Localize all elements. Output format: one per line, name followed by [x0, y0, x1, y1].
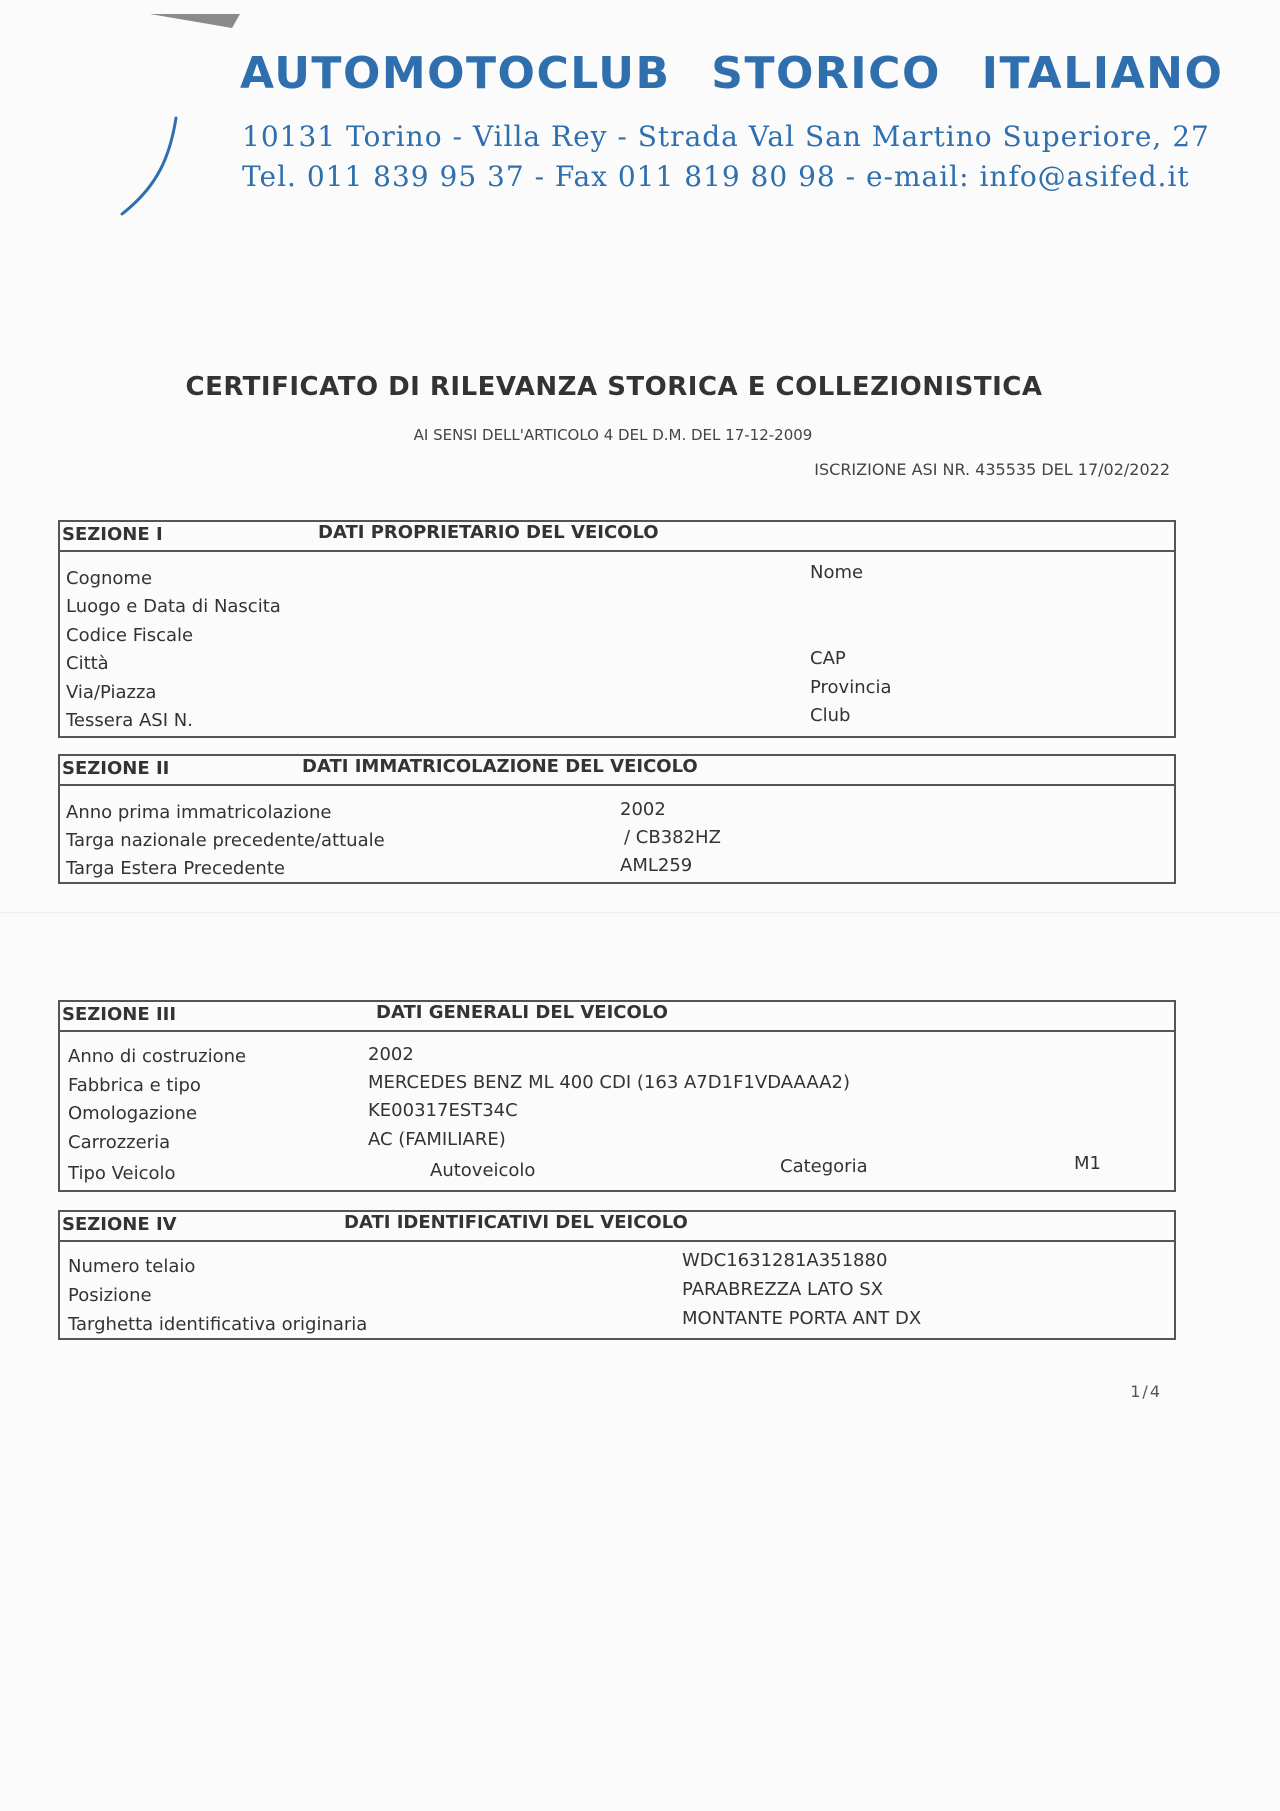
value-targa-estera: AML259 — [620, 855, 693, 876]
section-title: DATI GENERALI DEL VEICOLO — [376, 1002, 668, 1023]
label-anno-immatricolazione: Anno prima immatricolazione — [66, 802, 332, 823]
value-carrozzeria: AC (FAMILIARE) — [368, 1129, 506, 1150]
fold-line — [0, 912, 1280, 913]
label-targa-estera: Targa Estera Precedente — [66, 858, 285, 879]
value-fabbrica-tipo: MERCEDES BENZ ML 400 CDI (163 A7D1F1VDAAAA2) — [368, 1072, 850, 1093]
label-via-piazza: Via/Piazza — [66, 682, 157, 703]
label-luogo-data-nascita: Luogo e Data di Nascita — [66, 596, 281, 617]
section-identification — [58, 1210, 1176, 1340]
org-contacts: Tel. 011 839 95 37 - Fax 011 819 80 98 - e-mail: info@asifed.it — [242, 160, 1190, 193]
registration-number: ISCRIZIONE ASI NR. 435535 DEL 17/02/2022 — [814, 460, 1170, 479]
label-tessera: Tessera ASI N. — [66, 710, 193, 731]
label-tipo-veicolo: Tipo Veicolo — [68, 1163, 176, 1184]
label-numero-telaio: Numero telaio — [68, 1256, 196, 1277]
label-codice-fiscale: Codice Fiscale — [66, 625, 194, 646]
certificate-subtitle: AI SENSI DELL'ARTICOLO 4 DEL D.M. DEL 17-12-2009 — [413, 426, 813, 444]
section-title: DATI IMMATRICOLAZIONE DEL VEICOLO — [302, 756, 698, 777]
value-tipo-veicolo: Autoveicolo — [430, 1160, 536, 1181]
section-title: DATI PROPRIETARIO DEL VEICOLO — [318, 522, 659, 543]
value-categoria: M1 — [1074, 1153, 1101, 1174]
section-number: SEZIONE IV — [62, 1214, 177, 1235]
label-cap: CAP — [810, 648, 846, 669]
org-address: 10131 Torino - Villa Rey - Strada Val San Martino Superiore, 27 — [242, 120, 1210, 153]
label-fabbrica-tipo: Fabbrica e tipo — [68, 1075, 201, 1096]
section-title: DATI IDENTIFICATIVI DEL VEICOLO — [344, 1212, 688, 1233]
section-number: SEZIONE III — [62, 1004, 177, 1025]
asi-logo-stroke-icon — [118, 116, 188, 216]
label-anno-costruzione: Anno di costruzione — [68, 1046, 247, 1067]
label-club: Club — [810, 705, 851, 726]
label-carrozzeria: Carrozzeria — [68, 1132, 171, 1153]
label-omologazione: Omologazione — [68, 1103, 198, 1124]
value-targa-nazionale: / CB382HZ — [624, 827, 721, 848]
section-header — [60, 1212, 1174, 1242]
certificate-title: CERTIFICATO DI RILEVANZA STORICA E COLLEZIONISTICA — [185, 372, 1043, 402]
section-header — [60, 522, 1174, 552]
label-categoria: Categoria — [780, 1156, 868, 1177]
value-targhetta: MONTANTE PORTA ANT DX — [682, 1308, 922, 1329]
label-provincia: Provincia — [810, 677, 892, 698]
section-number: SEZIONE II — [62, 758, 170, 779]
section-general — [58, 1000, 1176, 1192]
org-name: AUTOMOTOCLUB STORICO ITALIANO — [240, 48, 1224, 99]
value-anno-costruzione: 2002 — [368, 1044, 414, 1065]
section-owner — [58, 520, 1176, 738]
label-targa-nazionale: Targa nazionale precedente/attuale — [66, 830, 385, 851]
page-number: 1/4 — [1130, 1382, 1162, 1401]
label-cognome: Cognome — [66, 568, 153, 589]
label-nome: Nome — [810, 562, 864, 583]
section-number: SEZIONE I — [62, 524, 163, 545]
section-header — [60, 756, 1174, 786]
label-posizione: Posizione — [68, 1285, 152, 1306]
value-posizione: PARABREZZA LATO SX — [682, 1279, 884, 1300]
section-header — [60, 1002, 1174, 1032]
scan-edge-mark — [0, 0, 240, 30]
section-registration — [58, 754, 1176, 884]
label-citta: Città — [66, 653, 109, 674]
value-numero-telaio: WDC1631281A351880 — [682, 1250, 888, 1271]
label-targhetta: Targhetta identificativa originaria — [68, 1314, 368, 1335]
value-omologazione: KE00317EST34C — [368, 1100, 518, 1121]
value-anno-immatricolazione: 2002 — [620, 799, 666, 820]
